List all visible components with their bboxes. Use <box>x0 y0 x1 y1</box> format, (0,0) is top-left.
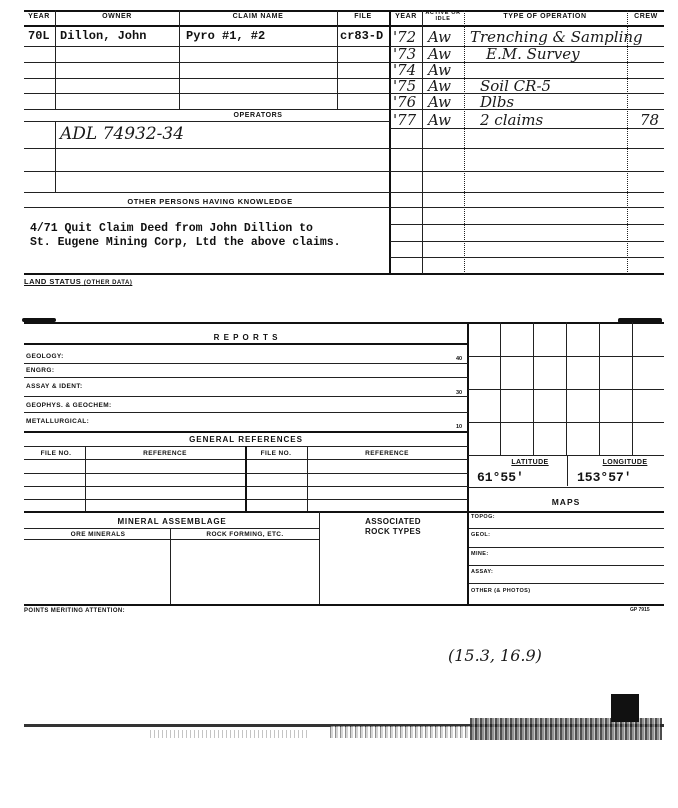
report-assay: ASSAY & IDENT: <box>26 383 83 390</box>
claim-owner: Dillon, John <box>60 29 147 43</box>
operators-label: OPERATORS <box>233 112 283 119</box>
scan-black-square <box>611 694 639 722</box>
report-geophys: GEOPHYS. & GEOCHEM: <box>26 402 112 409</box>
map-geol: GEOL: <box>471 532 491 538</box>
ref-col-ref1: REFERENCE <box>143 450 187 457</box>
header-owner: OWNER <box>102 13 132 20</box>
land-status-sub: (OTHER DATA) <box>83 280 133 286</box>
ore-minerals-label: ORE MINERALS <box>70 531 126 538</box>
general-references-title: GENERAL REFERENCES <box>189 435 303 444</box>
form-number: GP 7915 <box>630 607 650 613</box>
rock-types-label: ROCK TYPES <box>364 527 421 536</box>
header-ops-year: YEAR <box>395 13 417 20</box>
map-topog: TOPOG: <box>471 514 495 520</box>
header-year: YEAR <box>28 13 50 20</box>
rock-forming-label: ROCK FORMING, ETC. <box>206 531 284 538</box>
op-type-2: E.M. Survey <box>486 45 580 63</box>
header-claim-name: CLAIM NAME <box>232 13 284 20</box>
report-assay-num: 30 <box>456 390 463 396</box>
handwritten-annotation: (15.3, 16.9) <box>448 646 542 665</box>
header-file: FILE <box>354 13 372 20</box>
op-type-6: 2 claims <box>480 111 544 129</box>
op-year-2: '73 <box>393 45 417 63</box>
header-active-idle: ACTIVE OR IDLE <box>425 10 461 22</box>
op-status-6: Aw <box>428 111 451 129</box>
header-type-of-operation: TYPE OF OPERATION <box>503 13 587 20</box>
map-mine: MINE: <box>471 551 489 557</box>
other-persons-line1: 4/71 Quit Claim Deed from John Dillion to <box>30 222 313 235</box>
op-type-5: Dlbs <box>480 93 515 111</box>
report-metallurgical-num: 10 <box>456 424 463 430</box>
latitude-value: 61°55' <box>477 470 524 485</box>
op-year-5: '76 <box>393 93 417 111</box>
longitude-value: 153°57' <box>577 470 632 485</box>
mineral-assemblage-title: MINERAL ASSEMBLAGE <box>117 517 227 526</box>
land-status-title: LAND STATUS <box>24 277 82 286</box>
ref-col-file2: FILE NO. <box>260 450 292 457</box>
op-type-4: Soil CR-5 <box>480 77 552 95</box>
op-year-6: '77 <box>393 111 417 129</box>
header-crew: CREW <box>634 13 658 20</box>
report-metallurgical: METALLURGICAL: <box>26 418 90 425</box>
report-geology: GEOLOGY: <box>26 353 64 360</box>
other-persons-line2: St. Eugene Mining Corp, Ltd the above claims. <box>30 236 341 249</box>
op-status-5: Aw <box>428 93 451 111</box>
ref-col-ref2: REFERENCE <box>365 450 409 457</box>
land-status-label <box>24 277 132 286</box>
longitude-label: LONGITUDE <box>602 459 648 466</box>
operators-entry: ADL 74932-34 <box>60 124 185 144</box>
op-status-3: Aw <box>428 61 451 79</box>
other-persons-label: OTHER PERSONS HAVING KNOWLEDGE <box>127 197 293 206</box>
op-status-1: Aw <box>428 28 451 46</box>
op-crew-6: 78 <box>640 111 660 129</box>
report-geology-num: 40 <box>456 356 463 362</box>
claim-file: cr83-D <box>340 29 384 43</box>
op-year-3: '74 <box>393 61 417 79</box>
map-assay: ASSAY: <box>471 569 494 575</box>
ref-col-file1: FILE NO. <box>40 450 72 457</box>
report-engrg: ENGRG: <box>26 367 55 374</box>
associated-label: ASSOCIATED <box>365 517 421 526</box>
points-label: POINTS MERITING ATTENTION: <box>24 608 126 614</box>
op-year-1: '72 <box>393 28 417 46</box>
op-type-1: Trenching & Sampling <box>470 28 643 46</box>
latitude-label: LATITUDE <box>511 459 549 466</box>
op-status-4: Aw <box>428 77 451 95</box>
op-year-4: '75 <box>393 77 417 95</box>
claim-year: 70L <box>28 29 50 43</box>
scan-noise-band-2 <box>330 726 470 738</box>
map-other: OTHER (& PHOTOS) <box>471 588 531 594</box>
scan-noise-band-3 <box>150 730 310 738</box>
maps-title: MAPS <box>551 497 581 507</box>
reports-title: R E P O R T S <box>213 333 279 342</box>
op-status-2: Aw <box>428 45 451 63</box>
claim-name: Pyro #1, #2 <box>186 29 266 43</box>
